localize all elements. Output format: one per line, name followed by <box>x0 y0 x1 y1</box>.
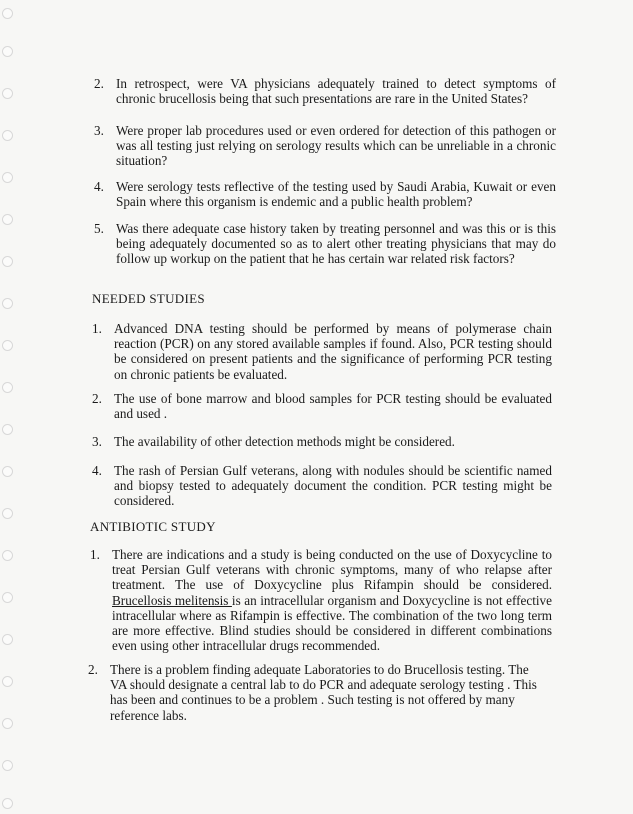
needed-study-item <box>92 391 552 421</box>
question-item <box>94 179 556 209</box>
item-text: The rash of Persian Gulf veterans, along with nodules should be scientific named and biopsy tested to adequately document the condition. PCR testing might be considered. <box>114 463 552 509</box>
needed-study-item <box>92 463 552 509</box>
item-text-part: is an intracellular organism and Doxycycline is not effective intracellular where as Rifampin is effective. The combination of the two long term are more effective. Blind studies should be considered in different combinations even using other intracellular drugs recommended. <box>112 592 552 654</box>
question-number: 3. <box>94 123 104 138</box>
item-number: 2. <box>88 662 98 677</box>
needed-study-item <box>92 434 552 449</box>
binder-hole <box>2 508 13 519</box>
question-number: 2. <box>94 76 104 91</box>
binder-hole <box>2 8 13 19</box>
item-number: 2. <box>92 391 102 406</box>
question-item <box>94 221 556 267</box>
binder-hole <box>2 466 13 477</box>
question-number: 5. <box>94 221 104 236</box>
item-number: 1. <box>92 321 102 336</box>
question-number: 4. <box>94 179 104 194</box>
binder-hole <box>2 256 13 267</box>
question-item <box>94 123 556 169</box>
question-text: Was there adequate case history taken by treating personnel and was this or is this being adequately documented so as to alert other treating physicians that may do follow up workup on the patient that he has certain war related risk factors? <box>116 221 556 267</box>
binder-hole <box>2 88 13 99</box>
question-text: Were serology tests reflective of the testing used by Saudi Arabia, Kuwait or even Spain where this organism is endemic and a public health problem? <box>116 179 556 210</box>
organism-name-underlined: Brucellosis melitensis <box>112 592 232 608</box>
binder-hole <box>2 676 13 687</box>
binder-hole <box>2 130 13 141</box>
item-text: The use of bone marrow and blood samples for PCR testing should be evaluated and used . <box>114 391 552 422</box>
item-number: 3. <box>92 434 102 449</box>
binder-hole <box>2 718 13 729</box>
binder-hole <box>2 592 13 603</box>
binder-hole <box>2 798 13 809</box>
binder-hole <box>2 214 13 225</box>
item-text: The availability of other detection methods might be considered. <box>114 434 455 449</box>
binder-hole <box>2 340 13 351</box>
needed-studies-heading: NEEDED STUDIES <box>92 291 205 306</box>
item-text-part: There are indications and a study is being conducted on the use of Doxycycline to treat Persian Gulf veterans with chronic symptoms, many of who relapse after treatment. The use of Doxycycline plus Rifampin should be considered. <box>112 547 552 593</box>
binder-hole <box>2 46 13 57</box>
antibiotic-study-item <box>88 662 544 723</box>
item-text <box>112 547 552 653</box>
item-number: 4. <box>92 463 102 478</box>
question-text: In retrospect, were VA physicians adequately trained to detect symptoms of chronic brucellosis being that such presentations are rare in the United States? <box>116 76 556 107</box>
needed-study-item <box>92 321 552 382</box>
question-text: Were proper lab procedures used or even ordered for detection of this pathogen or was all testing just relying on serology results which can be unreliable in a chronic situation? <box>116 123 556 169</box>
binder-hole <box>2 760 13 771</box>
binder-hole <box>2 382 13 393</box>
binder-holes <box>2 0 16 814</box>
binder-hole <box>2 424 13 435</box>
item-number: 1. <box>90 547 100 562</box>
binder-hole <box>2 172 13 183</box>
item-text: Advanced DNA testing should be performed by means of polymerase chain reaction (PCR) on any stored available samples if found. Also, PCR testing should be considered on present patients and the significance of performing PCR testing on chronic patients be evaluated. <box>114 321 552 382</box>
question-item <box>94 76 556 106</box>
antibiotic-study-item <box>90 547 552 653</box>
antibiotic-study-heading: ANTIBIOTIC STUDY <box>90 519 216 534</box>
binder-hole <box>2 298 13 309</box>
item-text: There is a problem finding adequate Laboratories to do Brucellosis testing. The VA should designate a central lab to do PCR and adequate serology testing . This has been and continues to be a problem . Such testing is not offered by many reference labs. <box>110 662 537 723</box>
binder-hole <box>2 634 13 645</box>
binder-hole <box>2 550 13 561</box>
